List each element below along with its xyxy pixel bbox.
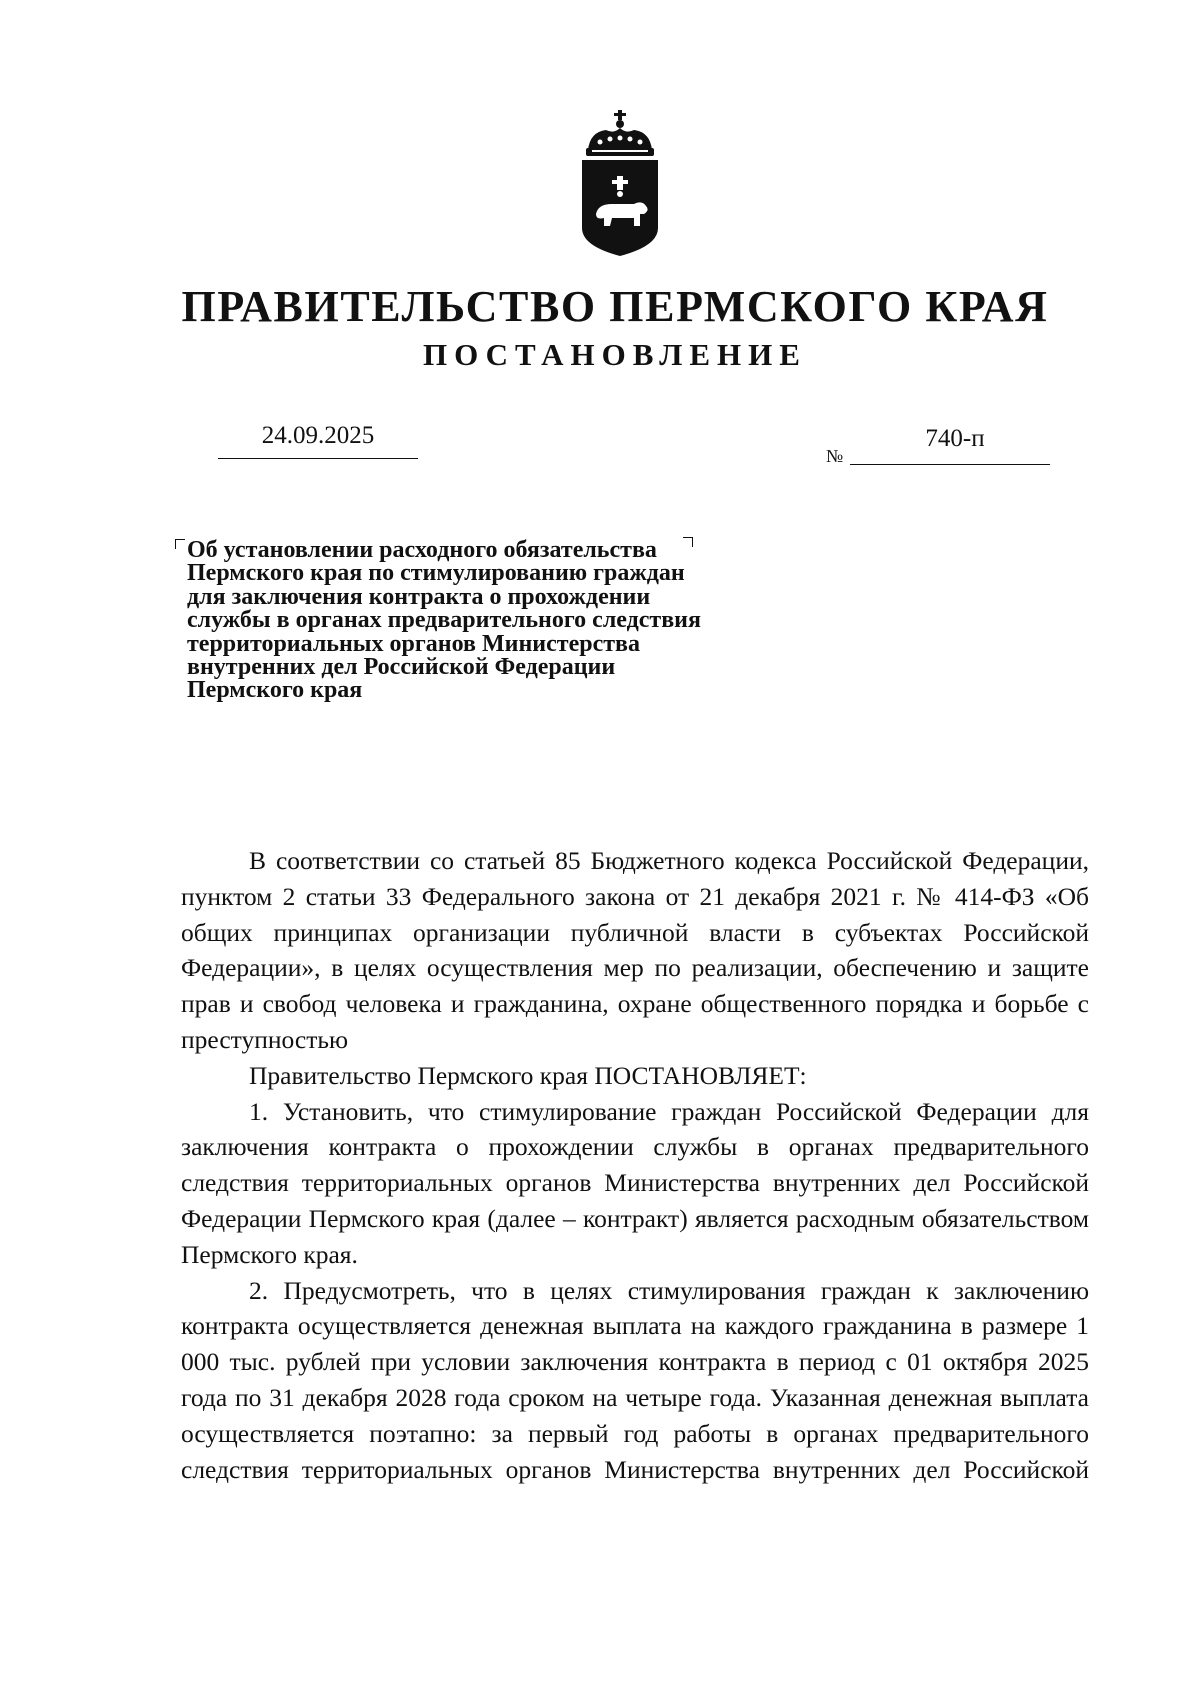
- government-title: ПРАВИТЕЛЬСТВО ПЕРМСКОГО КРАЯ: [181, 282, 1049, 331]
- subject-line: службы в органах предварительного следствия: [187, 607, 701, 634]
- resolution-paragraph: Правительство Пермского края ПОСТАНОВЛЯЕТ:: [249, 1060, 807, 1090]
- subject-line: для заключения контракта о прохождении: [187, 583, 651, 610]
- document-body: [181, 843, 1089, 1487]
- date-underline: [218, 458, 418, 459]
- number-underline: [850, 464, 1050, 465]
- subject-line: территориальных органов Министерства: [187, 630, 640, 657]
- item-1-paragraph: 1. Установить, что стимулирование граждан Российской Федерации для заключения контракта о прохождении службы в органах предварительного следствия территориальных органов Министерства внутренних дел Российской Федерации Пермского края (далее – контракт) является расходным обязательством Пермского края.: [181, 1096, 1089, 1269]
- subject-line: внутренних дел Российской Федерации: [187, 654, 616, 681]
- number-label: №: [826, 446, 844, 466]
- subject-line: Пермского края по стимулированию граждан: [187, 560, 685, 587]
- document-number: 740-п: [925, 425, 985, 452]
- item-2-paragraph: 2. Предусмотреть, что в целях стимулирования граждан к заключению контракта осуществляется денежная выплата на каждого гражданина в размере 1 000 тыс. рублей при условии заключения контракта в период с 01 октября 2025 года по 31 декабря 2028 года сроком на четыре года. Указанная денежная выплата осуществляется поэтапно: за первый год работы в органах предварительного следствия территориальных органов Министерства внутренних дел Российской: [181, 1275, 1089, 1484]
- preamble-paragraph: В соответствии со статьей 85 Бюджетного кодекса Российской Федерации, пунктом 2 статьи 33 Федерального закона от 21 декабря 2021 г. № 414-ФЗ «Об общих принципах организации публичной власти в субъектах Российской Федерации», в целях осуществления мер по реализации, обеспечению и защите прав и свобод человека и гражданина, охране общественного порядка и борьбе с преступностью: [181, 846, 1089, 1054]
- subject-corner-mark-left: [175, 539, 185, 549]
- document-subject: [187, 539, 827, 703]
- subject-line: Пермского края: [187, 677, 363, 704]
- document-date: 24.09.2025: [261, 422, 375, 449]
- date-field: [218, 422, 418, 459]
- number-field: [850, 425, 1050, 465]
- perm-krai-coat-of-arms-icon: [568, 110, 672, 260]
- subject-line: Об установлении расходного обязательства: [187, 537, 657, 563]
- document-type: ПОСТАНОВЛЕНИЕ: [423, 337, 807, 372]
